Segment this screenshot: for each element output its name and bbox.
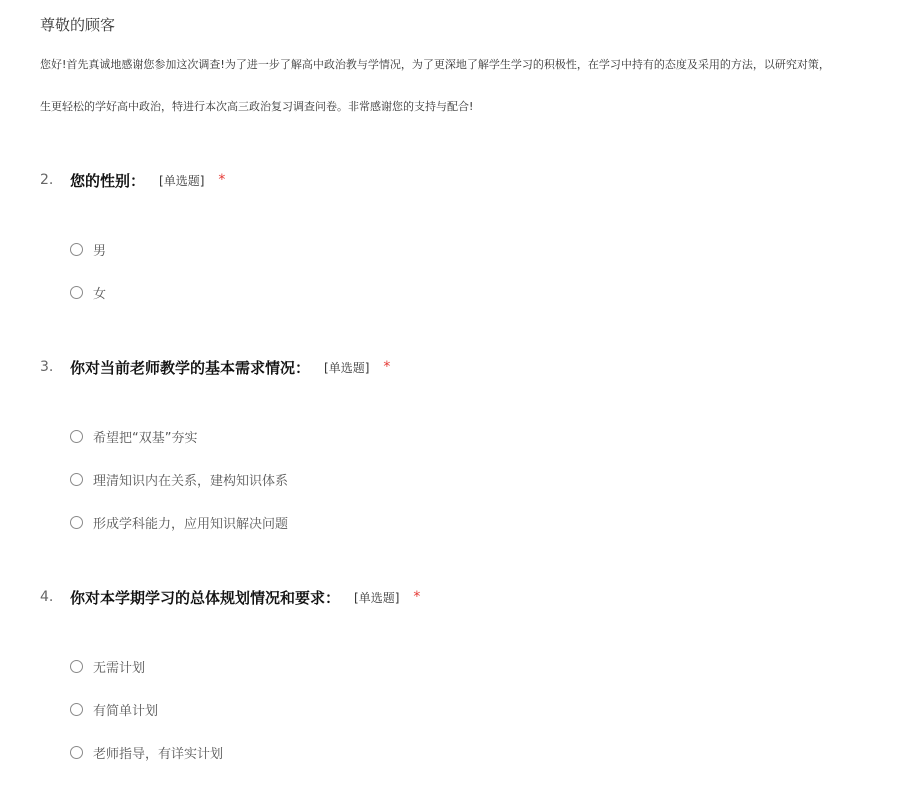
- option-subject-ability[interactable]: [70, 501, 288, 544]
- question-number: 4.: [40, 589, 54, 605]
- option-label: 有简单计划: [93, 704, 159, 719]
- question-title: 你对本学期学习的总体规划情况和要求：: [70, 588, 341, 607]
- radio-button[interactable]: [70, 243, 83, 256]
- question-header: [40, 168, 880, 192]
- question-type-label: [单选题]: [354, 590, 400, 605]
- required-marker: *: [413, 589, 421, 605]
- question-2: [40, 168, 880, 302]
- intro-text: [40, 56, 900, 140]
- required-marker: *: [218, 172, 226, 188]
- question-4: [40, 585, 880, 762]
- option-label: 老师指导，有详实计划: [93, 747, 224, 762]
- option-simple-plan[interactable]: [70, 688, 223, 731]
- question-title: 您的性别：: [70, 171, 146, 190]
- required-marker: *: [383, 359, 391, 375]
- radio-button[interactable]: [70, 746, 83, 759]
- option-no-plan[interactable]: [70, 645, 223, 688]
- radio-button[interactable]: [70, 430, 83, 443]
- option-label: 无需计划: [93, 661, 146, 676]
- option-knowledge-system[interactable]: [70, 458, 288, 501]
- radio-button[interactable]: [70, 703, 83, 716]
- option-male[interactable]: [70, 228, 106, 271]
- question-number: 2.: [40, 172, 54, 188]
- option-detailed-plan[interactable]: [70, 731, 223, 774]
- option-label: 女: [93, 287, 107, 302]
- option-consolidate-basics[interactable]: [70, 415, 288, 458]
- radio-button[interactable]: [70, 286, 83, 299]
- greeting-heading: 尊敬的顾客: [40, 16, 116, 34]
- option-label: 希望把“双基”夯实: [93, 431, 198, 446]
- option-list: [70, 415, 288, 544]
- radio-button[interactable]: [70, 473, 83, 486]
- question-number: 3.: [40, 359, 54, 375]
- question-type-label: [单选题]: [159, 173, 205, 188]
- option-list: [70, 645, 223, 774]
- question-type-label: [单选题]: [324, 360, 370, 375]
- intro-line-1: 您好!首先真诚地感谢您参加这次调查!为了进一步了解高中政治教与学情况，为了更深地了解学生学习的积极性，在学习中持有的态度及采用的方法，以研究对策，: [40, 58, 830, 71]
- option-label: 男: [93, 244, 107, 259]
- option-list: [70, 228, 106, 314]
- option-female[interactable]: [70, 271, 106, 314]
- radio-button[interactable]: [70, 660, 83, 673]
- option-label: 形成学科能力，应用知识解决问题: [93, 517, 289, 532]
- question-3: [40, 355, 880, 532]
- question-header: [40, 355, 880, 379]
- question-header: [40, 585, 880, 609]
- intro-line-2: 生更轻松的学好高中政治，特进行本次高三政治复习调查问卷。非常感谢您的支持与配合!: [40, 100, 474, 113]
- question-title: 你对当前老师教学的基本需求情况：: [70, 358, 311, 377]
- radio-button[interactable]: [70, 516, 83, 529]
- option-label: 理清知识内在关系，建构知识体系: [93, 474, 289, 489]
